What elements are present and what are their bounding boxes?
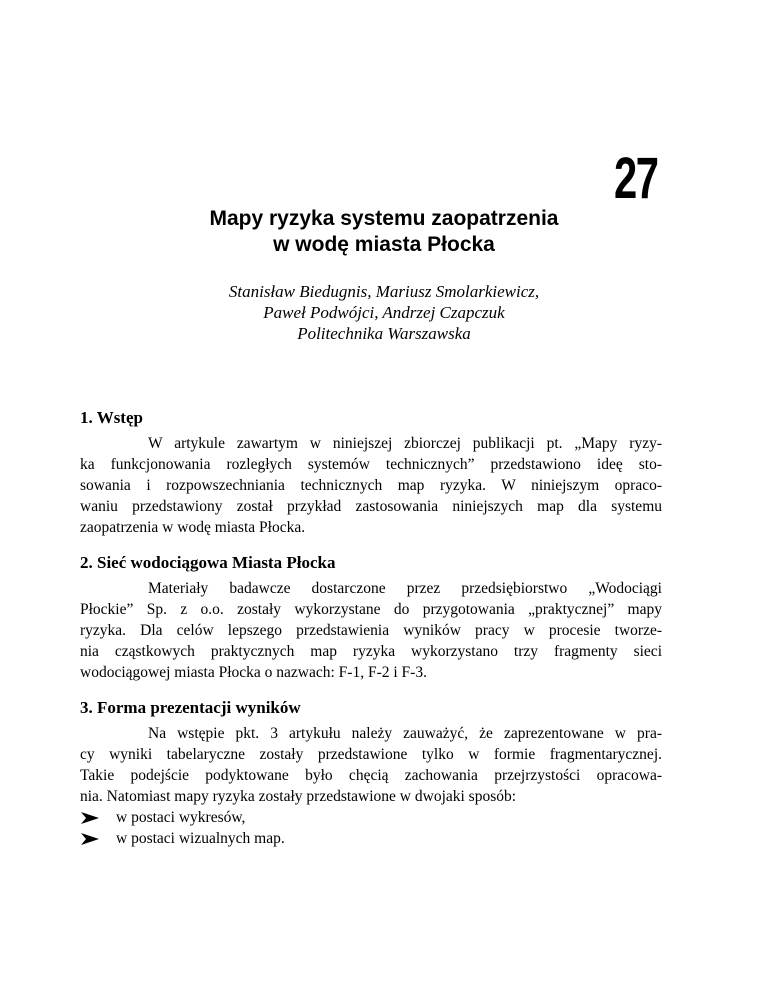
paragraph	[80, 723, 662, 807]
list-item-text: w postaci wykresów,	[116, 809, 246, 826]
chapter-number: 27	[614, 146, 658, 211]
paragraph-line: ka funkcjonowania rozległych systemów technicznych” przedstawiono ideę sto-	[80, 456, 662, 473]
section-heading: 2. Sieć wodociągowa Miasta Płocka	[80, 553, 336, 572]
section-introduction	[80, 407, 662, 538]
section-water-network	[80, 552, 662, 683]
paragraph-line: Materiały badawcze dostarczone przez przedsiębiorstwo „Wodociągi	[148, 580, 662, 597]
paragraph-line: Płockie” Sp. z o.o. zostały wykorzystane do przygotowania „praktycznej” mapy	[80, 601, 662, 618]
paragraph	[80, 433, 662, 538]
bullet-list	[80, 807, 662, 849]
title-line-1: Mapy ryzyka systemu zaopatrzenia	[209, 207, 559, 230]
paragraph-line: wodociągowej miasta Płocka o nazwach: F-1, F-2 i F-3.	[80, 664, 427, 681]
paragraph-line: cy wyniki tabelaryczne zostały przedstawione tylko w formie fragmentarycznej.	[80, 746, 662, 763]
paragraph-line: zaopatrzenia w wodę miasta Płocka.	[80, 519, 306, 536]
authors-line-1: Stanisław Biedugnis, Mariusz Smolarkiewicz,	[228, 282, 540, 301]
section-heading: 1. Wstęp	[80, 408, 143, 427]
paragraph	[80, 578, 662, 683]
paragraph-line: Na wstępie pkt. 3 artykułu należy zauważyć, że zaprezentowane w pra-	[148, 725, 662, 742]
section-results-presentation	[80, 697, 662, 849]
paragraph-line: nia. Natomiast mapy ryzyka zostały przedstawione w dwojaki sposób:	[80, 788, 517, 805]
arrowhead-bullet-icon	[80, 832, 100, 846]
paragraph-line: ryzyka. Dla celów lepszego przedstawienia wyników pracy w procesie tworze-	[80, 622, 662, 639]
list-item-text: w postaci wizualnych map.	[116, 830, 285, 847]
paragraph-line: waniu przedstawiony został przykład zastosowania niniejszych map dla systemu	[80, 498, 662, 515]
affiliation: Politechnika Warszawska	[297, 324, 471, 343]
paper-title	[0, 206, 768, 258]
authors-block	[0, 281, 768, 344]
paragraph-line: nia cząstkowych praktycznych map ryzyka wykorzystano trzy fragmenty sieci	[80, 643, 662, 660]
section-heading: 3. Forma prezentacji wyników	[80, 698, 301, 717]
title-line-2: w wodę miasta Płocka	[273, 233, 495, 256]
authors-line-2: Paweł Podwójci, Andrzej Czapczuk	[263, 303, 505, 322]
paragraph-line: sowania i rozpowszechniania technicznych map ryzyka. W niniejszym opraco-	[80, 477, 662, 494]
paragraph-line: Takie podejście podyktowane było chęcią zachowania przejrzystości opracowa-	[80, 767, 662, 784]
paragraph-line: W artykule zawartym w niniejszej zbiorczej publikacji pt. „Mapy ryzy-	[148, 435, 662, 452]
article-body	[80, 407, 662, 863]
arrowhead-bullet-icon	[80, 811, 100, 825]
list-item	[80, 807, 662, 828]
list-item	[80, 828, 662, 849]
